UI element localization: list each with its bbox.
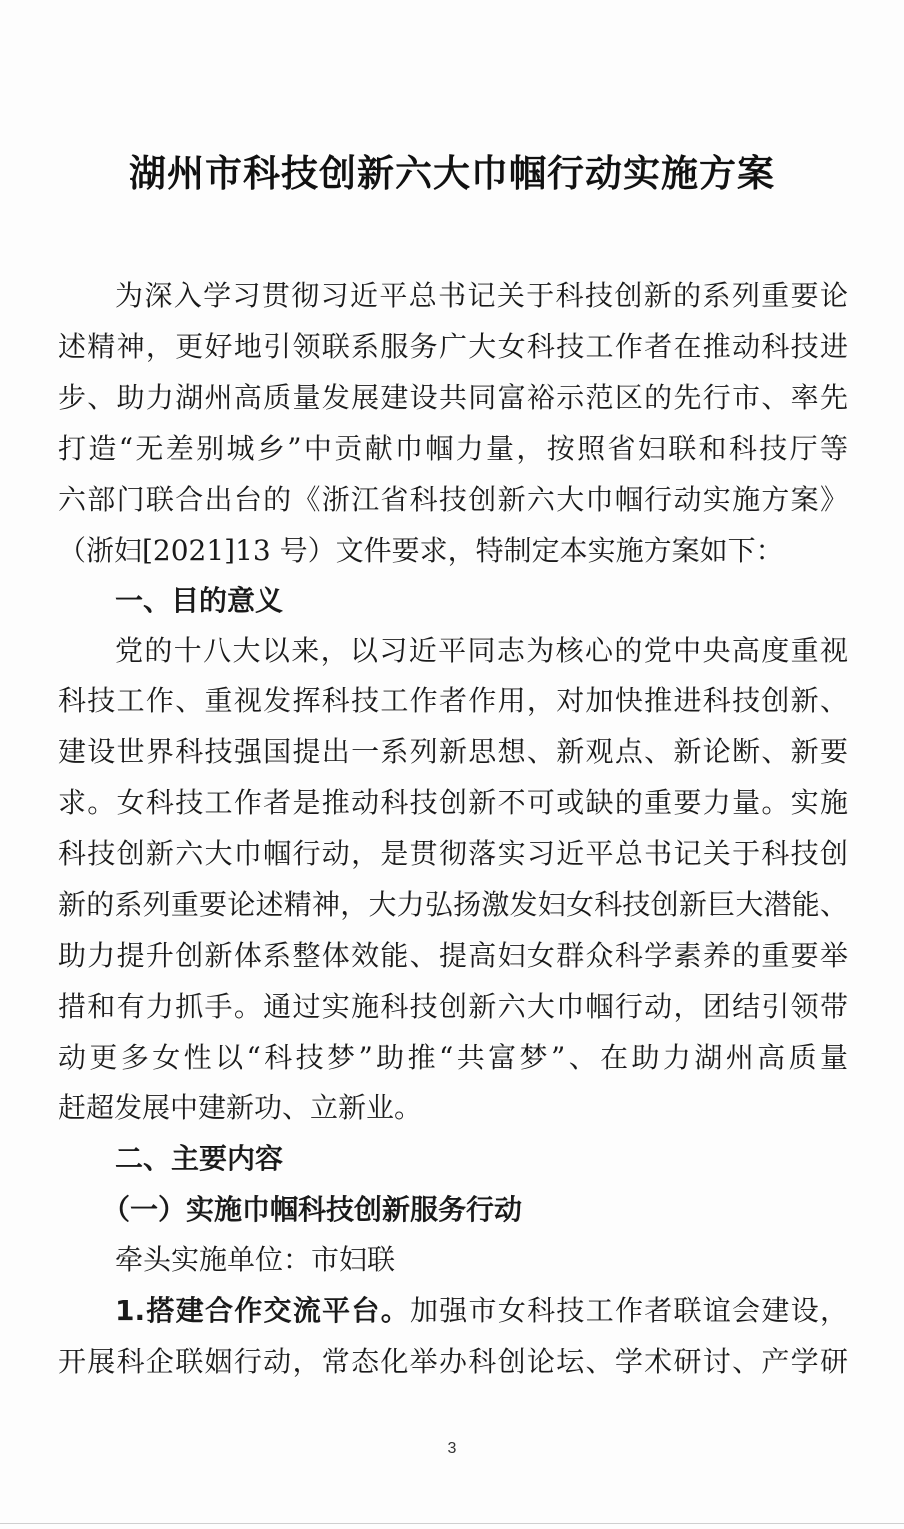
- intro-line-6: （浙妇[2021]13 号）文件要求，特制定本实施方案如下：: [58, 534, 784, 567]
- section1-line-6: 新的系列重要论述精神，大力弘扬激发妇女科技创新巨大潜能、: [58, 888, 848, 921]
- item1-line-1: [115, 1293, 848, 1329]
- intro-line-5: 六部门联合出台的《浙江省科技创新六大巾帼行动实施方案》: [58, 483, 848, 516]
- section1-line-4: 求。女科技工作者是推动科技创新不可或缺的重要力量。实施: [58, 786, 848, 819]
- intro-line-4: 打造“无差别城乡”中贡献巾帼力量，按照省妇联和科技厅等: [58, 432, 848, 465]
- item1-heading: 1.搭建合作交流平台。: [115, 1294, 410, 1327]
- document-title: 湖州市科技创新六大巾帼行动实施方案: [129, 152, 775, 195]
- section-heading-main-content: 二、主要内容: [115, 1142, 284, 1175]
- section1-line-5: 科技创新六大巾帼行动，是贯彻落实习近平总书记关于科技创: [58, 837, 848, 870]
- page-bottom-edge: [0, 1523, 904, 1524]
- intro-line-3: 步、助力湖州高质量发展建设共同富裕示范区的先行市、率先: [58, 381, 848, 414]
- section1-line-1: 党的十八大以来，以习近平同志为核心的党中央高度重视: [115, 634, 848, 667]
- subsection-heading-1: （一）实施巾帼科技创新服务行动: [102, 1193, 523, 1226]
- section1-line-7: 助力提升创新体系整体效能、提高妇女群众科学素养的重要举: [58, 939, 848, 972]
- item1-text: 加强市女科技工作者联谊会建设，: [409, 1294, 848, 1327]
- section1-line-10: 赶超发展中建新功、立新业。: [58, 1091, 423, 1124]
- section1-line-9: 动更多女性以“科技梦”助推“共富梦”、在助力湖州高质量: [58, 1041, 848, 1074]
- intro-line-2: 述精神，更好地引领联系服务广大女科技工作者在推动科技进: [58, 330, 848, 363]
- item1-line-2: 开展科企联姻行动，常态化举办科创论坛、学术研讨、产学研: [58, 1345, 848, 1378]
- lead-unit-line: 牵头实施单位：市妇联: [115, 1243, 396, 1276]
- section1-line-8: 措和有力抓手。通过实施科技创新六大巾帼行动，团结引领带: [58, 990, 848, 1023]
- section1-line-3: 建设世界科技强国提出一系列新思想、新观点、新论断、新要: [58, 735, 848, 768]
- page-number: 3: [447, 1440, 457, 1457]
- section1-line-2: 科技工作、重视发挥科技工作者作用，对加快推进科技创新、: [58, 684, 848, 717]
- section-heading-purpose: 一、目的意义: [115, 584, 284, 617]
- intro-line-1: 为深入学习贯彻习近平总书记关于科技创新的系列重要论: [115, 279, 848, 312]
